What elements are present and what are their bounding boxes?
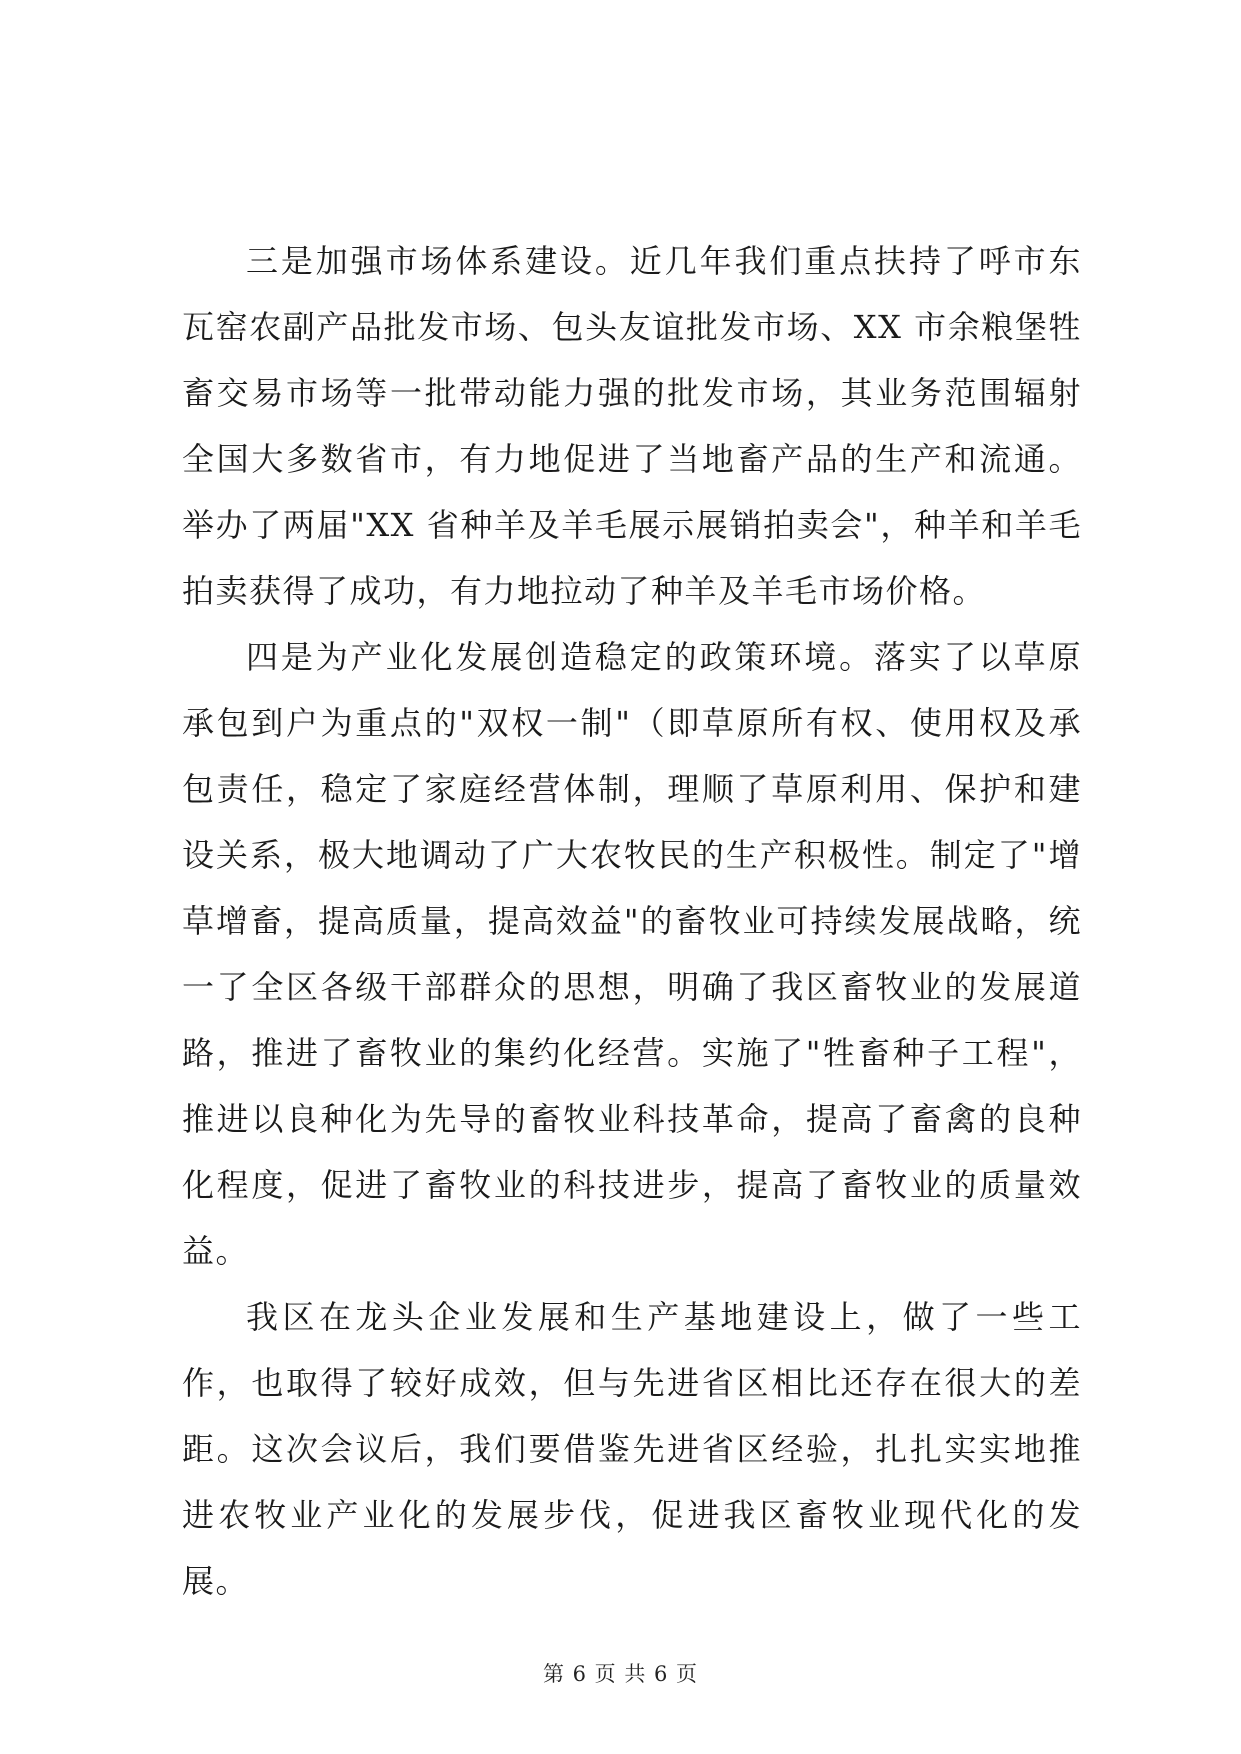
paragraph-market-system: 三是加强市场体系建设。近几年我们重点扶持了呼市东瓦窑农副产品批发市场、包头友谊批发市场、XX 市余粮堡牲畜交易市场等一批带动能力强的批发市场，其业务范围辐射全国大多数省市，有力地促进了当地畜产品的生产和流通。举办了两届"XX 省种羊及羊毛展示展销拍卖会"，种羊和羊毛拍卖获得了成功，有力地拉动了种羊及羊毛市场价格。	[182, 242, 1082, 610]
paragraph-policy-environment: 四是为产业化发展创造稳定的政策环境。落实了以草原承包到户为重点的"双权一制"（即草原所有权、使用权及承包责任，稳定了家庭经营体制，理顺了草原利用、保护和建设关系，极大地调动了广大农牧民的生产积极性。制定了"增草增畜，提高质量，提高效益"的畜牧业可持续发展战略，统一了全区各级干部群众的思想，明确了我区畜牧业的发展道路，推进了畜牧业的集约化经营。实施了"牲畜种子工程"，推进以良种化为先导的畜牧业科技革命，提高了畜禽的良种化程度，促进了畜牧业的科技进步，提高了畜牧业的质量效益。	[182, 638, 1082, 1270]
document-body	[182, 228, 1082, 1614]
paragraph-conclusion: 我区在龙头企业发展和生产基地建设上，做了一些工作，也取得了较好成效，但与先进省区相比还存在很大的差距。这次会议后，我们要借鉴先进省区经验，扎扎实实地推进农牧业产业化的发展步伐，促进我区畜牧业现代化的发展。	[182, 1298, 1082, 1600]
page-footer: 第 6 页 共 6 页	[542, 1662, 699, 1686]
